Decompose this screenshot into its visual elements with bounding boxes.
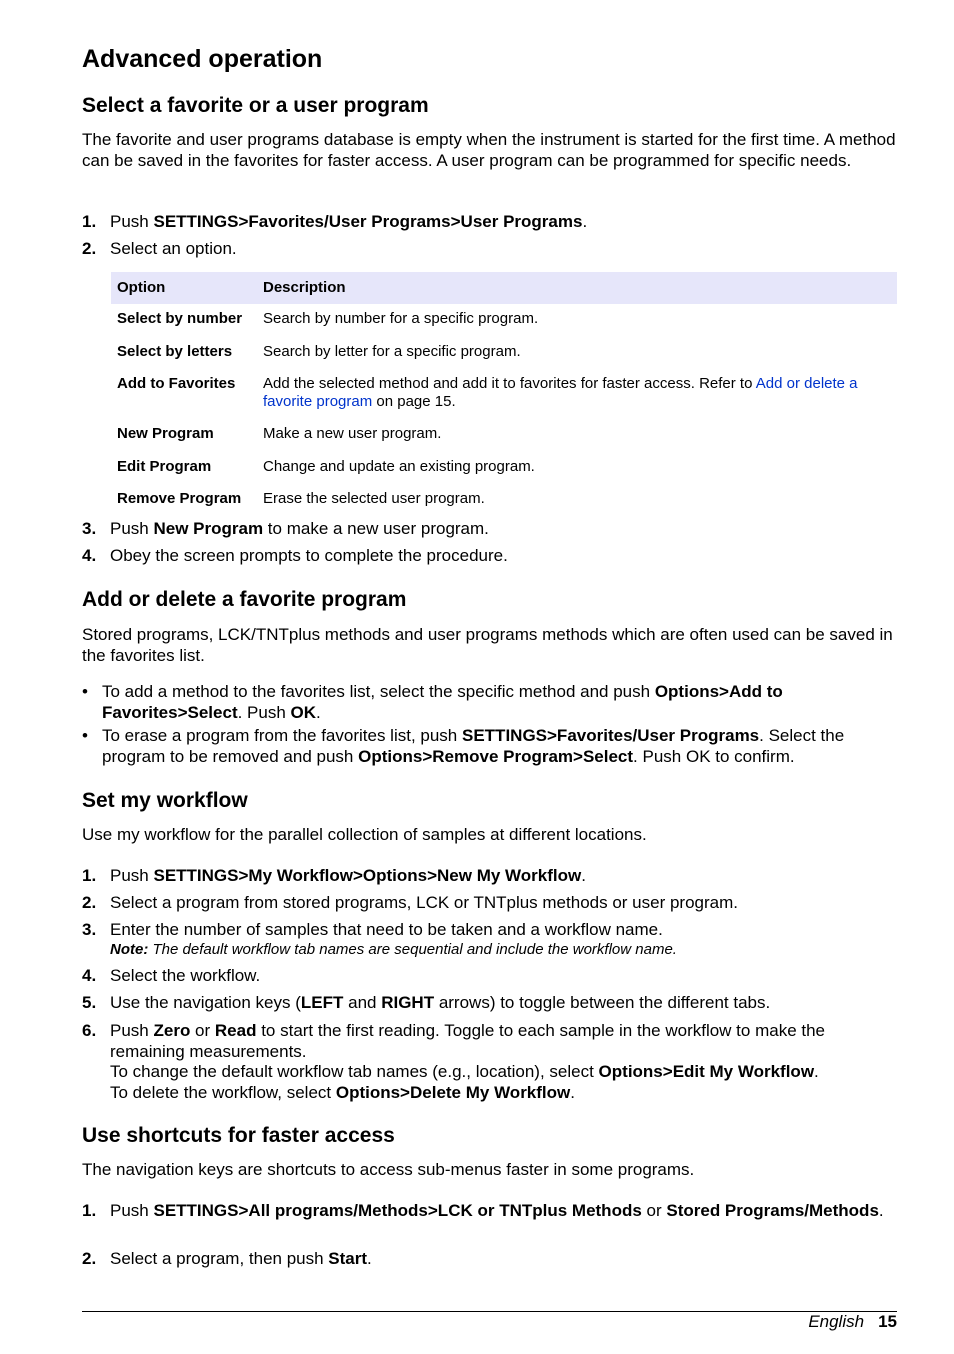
page-title: Advanced operation — [82, 45, 323, 73]
step-text: . — [367, 1249, 372, 1268]
step-text: To delete the workflow, select — [110, 1083, 336, 1103]
step-item — [82, 893, 897, 914]
step-number: 6. — [82, 1021, 97, 1040]
step-number: 2. — [82, 239, 97, 258]
step-number: 3. — [82, 519, 97, 538]
menu-path: SETTINGS>Favorites/User Programs — [462, 726, 760, 745]
note — [110, 941, 897, 959]
step-item — [82, 1201, 897, 1222]
step-text: Enter the number of samples that need to be taken and a workflow name. — [110, 920, 663, 939]
table-row — [111, 369, 897, 420]
option-description: Search by number for a specific program. — [263, 310, 539, 328]
step-text: to make a new user program. — [263, 519, 489, 538]
step-item — [82, 239, 897, 260]
note-text: The default workflow tab names are sequential and include the workflow name. — [148, 940, 677, 958]
page-footer — [808, 1312, 897, 1333]
key-name: Start — [328, 1249, 368, 1268]
menu-path: Options>Edit My Workflow — [598, 1062, 815, 1082]
menu-path: Options>Add to Favorites>Select — [102, 682, 783, 722]
step-item — [82, 920, 897, 959]
step-item — [82, 966, 897, 987]
step-item — [82, 866, 897, 887]
bullet-item — [82, 726, 897, 767]
step-text: . — [582, 212, 588, 231]
bullet-marker: • — [82, 726, 88, 745]
section-heading-shortcuts: Use shortcuts for faster access — [82, 1124, 395, 1147]
step-item — [82, 212, 897, 233]
step-text: Push — [110, 519, 154, 538]
bullet-text: . Push — [237, 702, 291, 722]
section-heading-select-favorite: Select a favorite or a user program — [82, 94, 429, 117]
menu-path: Stored Programs/Methods — [666, 1201, 879, 1220]
section-heading-set-workflow: Set my workflow — [82, 789, 248, 812]
table-header-row — [111, 272, 897, 304]
description-text: on page 15. — [372, 393, 456, 411]
step-number: 5. — [82, 993, 97, 1012]
option-name: Select by number — [117, 310, 243, 328]
key-name: Read — [214, 1021, 257, 1040]
option-description: Make a new user program. — [263, 425, 442, 443]
step-text: and — [343, 993, 382, 1012]
options-table — [111, 272, 897, 516]
column-header-option: Option — [111, 272, 257, 304]
key-name: RIGHT — [381, 993, 435, 1012]
step-text: To change the default workflow tab names (e.g., location), select — [110, 1062, 599, 1082]
step-text: Select a program from stored programs, LCK or TNTplus methods or user program. — [110, 893, 738, 912]
step-item — [82, 1021, 897, 1104]
table-row — [111, 452, 897, 484]
option-description: Search by letter for a specific program. — [263, 342, 521, 360]
option-name: Remove Program — [117, 490, 242, 508]
footer-language: English — [808, 1312, 865, 1331]
page-number: 15 — [878, 1312, 897, 1331]
option-description — [257, 369, 897, 420]
section-intro: Use my workflow for the parallel collection of samples at different locations. — [82, 825, 647, 844]
menu-path: Options>Delete My Workflow — [335, 1083, 571, 1103]
step-item — [82, 1249, 897, 1270]
step-number: 2. — [82, 893, 97, 912]
step-text: Select an option. — [110, 239, 237, 258]
step-text: arrows) to toggle between the different tabs. — [434, 993, 771, 1012]
menu-path: New Program — [153, 519, 264, 538]
step-number: 1. — [82, 1201, 97, 1220]
step-text: to start the first reading. Toggle to each sample in the workflow to make the remaining measurements. — [110, 1021, 826, 1061]
note-label: Note: — [110, 940, 149, 958]
menu-path: OK — [290, 702, 317, 722]
table-row — [111, 337, 897, 369]
bullet-marker: • — [82, 682, 88, 701]
description-text: Add the selected method and add it to favorites for faster access. Refer to — [263, 374, 756, 392]
step-item — [82, 519, 897, 540]
option-description: Erase the selected user program. — [263, 490, 485, 508]
step-text: or — [641, 1201, 667, 1220]
step-text: Push — [110, 1201, 154, 1220]
step-text: . — [878, 1201, 884, 1220]
menu-path: SETTINGS>All programs/Methods>LCK or TNTplus Methods — [153, 1201, 642, 1220]
step-number: 3. — [82, 920, 97, 939]
option-name: New Program — [117, 425, 214, 443]
cross-reference-link[interactable]: Add or delete a favorite program — [263, 374, 858, 411]
step-text: . — [570, 1083, 575, 1103]
footer-divider — [82, 1311, 897, 1312]
step-text: Select a program, then push — [110, 1249, 329, 1268]
menu-path: Options>Remove Program>Select — [358, 746, 634, 766]
step-item — [82, 546, 897, 567]
step-number: 4. — [82, 546, 97, 565]
step-text: . — [581, 866, 586, 885]
step-text: Push — [110, 212, 154, 231]
step-text: Select the workflow. — [110, 966, 261, 985]
step-number: 4. — [82, 966, 97, 985]
menu-path: SETTINGS>Favorites/User Programs>User Programs — [153, 212, 583, 231]
bullet-text: . — [316, 702, 321, 722]
bullet-text: To erase a program from the favorites list, push — [102, 726, 462, 745]
bullet-item — [82, 682, 897, 723]
step-text: or — [190, 1021, 215, 1040]
bullet-text: . Select the program to be removed and push — [102, 726, 845, 766]
section-intro: The navigation keys are shortcuts to access sub-menus faster in some programs. — [82, 1160, 695, 1179]
key-name: Zero — [153, 1021, 191, 1040]
step-text: Push — [110, 866, 154, 885]
step-text: Push — [110, 1021, 154, 1040]
option-name: Edit Program — [117, 457, 212, 475]
option-description: Change and update an existing program. — [263, 457, 535, 475]
column-header-description: Description — [257, 272, 897, 304]
option-name: Select by letters — [117, 342, 233, 360]
step-text: . — [814, 1062, 819, 1082]
step-number: 1. — [82, 212, 97, 231]
bullet-text: To add a method to the favorites list, select the specific method and push — [102, 682, 655, 701]
step-text: Use the navigation keys ( — [110, 993, 301, 1012]
bullet-text: . Push OK to confirm. — [633, 746, 795, 766]
table-row — [111, 419, 897, 451]
step-item — [82, 993, 897, 1014]
key-name: LEFT — [300, 993, 344, 1012]
section-intro: Stored programs, LCK/TNTplus methods and user programs methods which are often used can be saved in the favorites list. — [82, 625, 893, 665]
step-text: Obey the screen prompts to complete the procedure. — [110, 546, 508, 565]
step-number: 2. — [82, 1249, 97, 1268]
section-intro: The favorite and user programs database is empty when the instrument is started for the first time. A method can be saved in the favorites for faster access. A user program can be programmed for specific needs. — [82, 130, 896, 170]
table-row — [111, 304, 897, 336]
menu-path: SETTINGS>My Workflow>Options>New My Workflow — [153, 866, 582, 885]
table-row — [111, 484, 897, 516]
step-number: 1. — [82, 866, 97, 885]
option-name: Add to Favorites — [117, 374, 236, 392]
section-heading-add-delete-favorite: Add or delete a favorite program — [82, 588, 407, 611]
